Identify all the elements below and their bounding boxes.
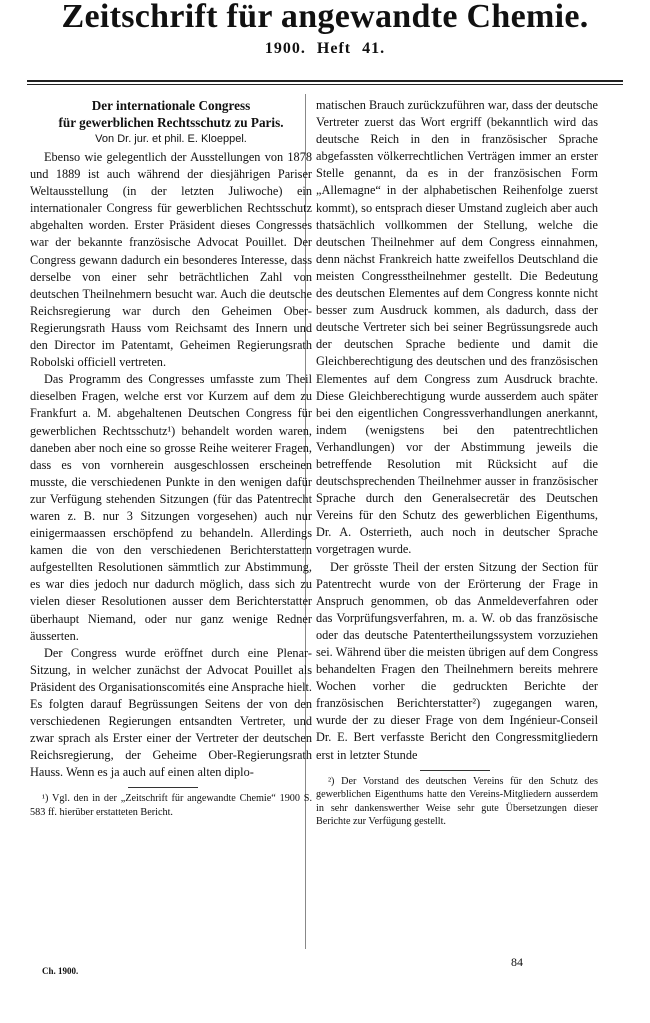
- header-rule-thin: [27, 84, 623, 85]
- header-rule-thick: [27, 80, 623, 82]
- journal-title: Zeitschrift für angewandte Chemie.: [61, 0, 589, 35]
- article-title: [30, 97, 312, 131]
- byline: Von Dr. jur. et phil. E. Kloeppel.: [95, 133, 247, 145]
- article-title-line2: für gewerblichen Rechtsschutz zu Paris.: [58, 115, 284, 130]
- signature-mark: Ch. 1900.: [42, 966, 79, 976]
- paragraph: Der grösste Theil der ersten Sitzung der Section für Patentrecht wurde von der Erörterung der Frage in Anspruch genommen, ob das Anmeldeverfahren oder das Vorprüfungsverfahren, m. a. W. ob das französische oder das deutsche Patentertheilungssystem vorzuziehen sei. Während über die meisten übrigen auf dem Congress behandelten Fragen den Theilnehmern bereits mehrere Wochen vorher die gedruckten Berichte der französischen Berichterstatter²) zugegangen waren, wurde der zu dieser Frage von dem Ingénieur-Conseil Dr. E. Bert verfasste Bericht den Congressmitgliedern erst in letzter Stunde: [316, 559, 598, 762]
- footnote-rule: [128, 787, 198, 788]
- issue-line: 1900. Heft 41.: [264, 40, 386, 57]
- paragraph: Das Programm des Congresses umfasste zum Theil dieselben Fragen, welche erst vor Kurzem auf dem zu Frankfurt a. M. abgehaltenen Deutschen Congress für gewerblichen Rechtsschutz¹) behandelt worden waren, daneben aber noch eine so grosse Reihe weiterer Fragen, dass es von vornherein ausgeschlossen erscheinen musste, die verschiedenen Punkte in den wenigen dafür zur Verfügung stehenden Sitzungen (für das Patentrecht waren z. B. nur 3 Sitzungen vorgesehen) auch nur einigermaassen erschöpfend zu behandeln. Allerdings kamen die von den verschiedenen Berichterstattern aufgestellten Resolutionen sämmtlich zur Abstimmung, es war dies jedoch nur dadurch möglich, dass sich zu vielen dieser Resolutionen ausser dem Berichterstatter überhaupt Niemand, oder nur ganz wenige Redner äusserten.: [30, 372, 312, 643]
- footnote: ²) Der Vorstand des deutschen Vereins für den Schutz des gewerblichen Eigenthums hatte den Vereins-Mitgliedern ausserdem in sehr dankenswerther Weise sehr gute Übersetzungen dieser Berichte zur Verfügung gestellt.: [316, 775, 598, 828]
- left-column: [30, 97, 312, 819]
- paragraph: matischen Brauch zurückzuführen war, dass der deutsche Vertreter zuerst das Wort ergriff (bekanntlich wird das deutsche Reich in den in französischer Sprache abgefassten völkerrechtlichen Verträgen immer an erster Stelle genannt, da es in der französischen Form „Allemagne“ in der alphabetischen Reihenfolge zuerst kommt), so entsprach dieser Umstand zugleich aber auch thatsächlich vollkommen der Stellung, welche die deutschen Theilnehmer auf dem Congress einnahmen, denn nächst Frankreich hatte zweifellos Deutschland die meisten Congresstheilnehmer gestellt. Die Bedeutung des deutschen Elementes auf dem Congress konnte nicht besser zum Ausdruck kommen, als dadurch, dass der deutsche Vertreter sich bei seiner Begrüssungsrede auch der deutschen Sprache bediente und damit die Gleichberechtigung des deutschen und des französischen Elementes auf dem Congress zum Ausdruck brachte. Diese Gleichberechtigung wurde ausserdem auch später bei den eigentlichen Congressverhandlungen anerkannt, indem (wenigstens bei den patentrechtlichen Verhandlungen) vor der Abstimmung jeweils die betreffende Resolution mit Rücksicht auf die deutschsprechenden Theilnehmer ausser in französischer Sprache durch den Generalsecretär des Deutschen Vereins für den Schutz des gewerblichen Eigenthums, Dr. A. Osterrieth, auch noch in deutscher Sprache vorgetragen wurde.: [316, 98, 598, 557]
- footnote-rule: [420, 770, 490, 771]
- masthead: [0, 0, 650, 58]
- right-column: [316, 97, 598, 829]
- paragraph: Der Congress wurde eröffnet durch eine Plenar-Sitzung, in welcher zunächst der Advocat Pouillet als Präsident des Organisationscomités eine Ansprache hielt. Es folgten darauf Begrüssungen Seitens der von den verschiedenen Regierungen entsandten Vertreter, und zwar sprach als Erster einer der Vertreter der deutschen Reichsregierung, der Geheime Ober-Regierungsrath Hauss. Wenn es ja auch auf einen alten diplo-: [30, 645, 312, 780]
- footnote: ¹) Vgl. den in der „Zeitschrift für angewandte Chemie“ 1900 S. 583 ff. hierüber erstatteten Bericht.: [30, 793, 312, 818]
- article-title-line1: Der internationale Congress: [91, 98, 251, 113]
- page-number: 84: [511, 955, 523, 969]
- paragraph: Ebenso wie gelegentlich der Ausstellungen von 1878 und 1889 ist auch während der diesjährigen Pariser Weltausstellung (in der letzten Juliwoche) ein internationaler Congress für gewerblichen Rechtsschutz abgehalten worden. Erster Präsident dieses Congresses war der bekannte französische Advocat Pouillet. Der Congress gewann dadurch ein besonderes Interesse, dass derselbe von einer sehr beträchtlichen Zahl von deutschen Theilnehmern besucht war. Auch die deutsche Reichsregierung war durch den Geheimen Ober-Regierungsrath Hauss vom Reichsamt des Innern und den Director im Patentamt, Geheimen Regierungsrath Robolski officiell vertreten.: [30, 150, 312, 370]
